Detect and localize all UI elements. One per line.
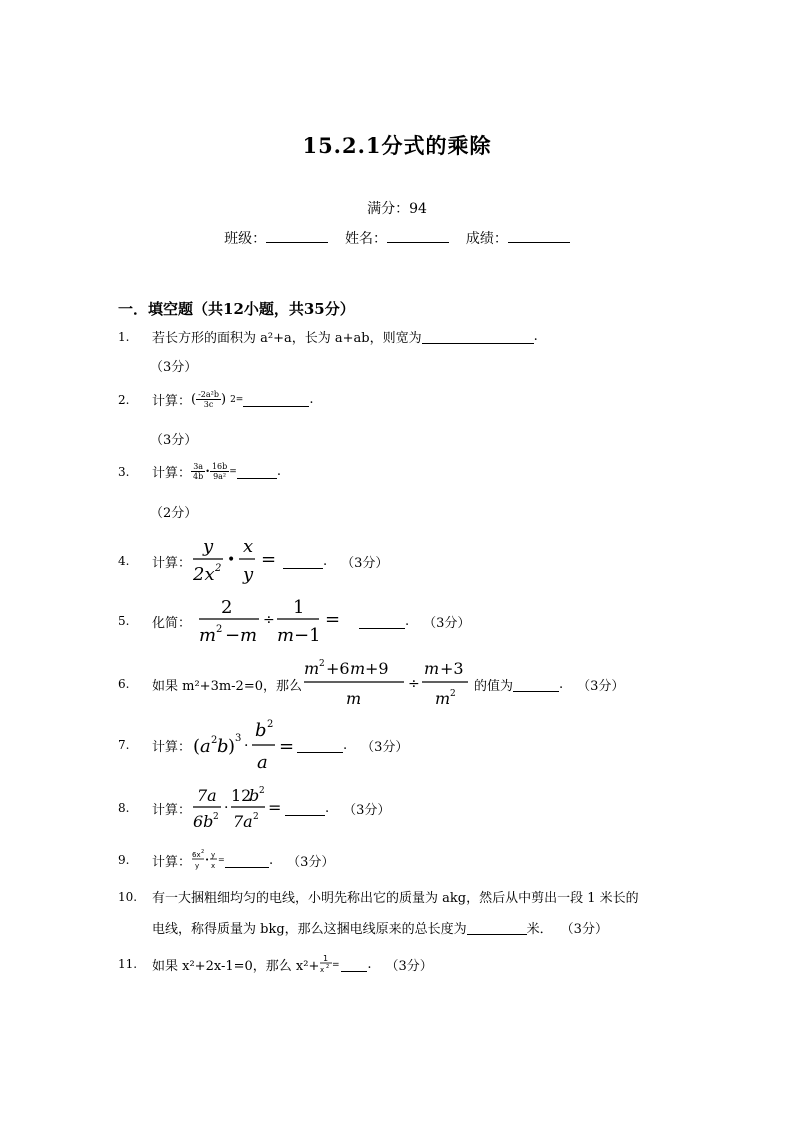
svg-text:÷: ÷ — [408, 676, 420, 692]
answer-blank[interactable] — [467, 920, 527, 935]
svg-text:−1: −1 — [294, 625, 321, 646]
answer-blank[interactable] — [513, 677, 559, 692]
class-field[interactable] — [266, 228, 328, 243]
question-11-score: （3分） — [385, 958, 433, 974]
svg-text:x: x — [211, 862, 216, 870]
question-4 — [118, 534, 388, 588]
svg-text:2: 2 — [213, 812, 219, 822]
svg-text:b: b — [249, 786, 260, 805]
question-text-mid: 的值为 — [474, 678, 514, 694]
close-paren: ) — [220, 392, 227, 407]
svg-text:b: b — [255, 720, 267, 741]
question-text: 计算： — [152, 802, 192, 818]
answer-blank[interactable] — [297, 738, 343, 753]
name-label: 姓名： — [345, 231, 387, 247]
svg-text:•: • — [227, 552, 236, 568]
svg-text:): ) — [228, 736, 236, 757]
grade-label: 成绩： — [465, 231, 508, 247]
question-1-score: （3分） — [150, 360, 198, 375]
svg-text:2: 2 — [253, 812, 259, 822]
answer-blank[interactable] — [341, 957, 367, 972]
question-10-score: （3分） — [560, 922, 608, 937]
svg-text:7a: 7a — [233, 812, 253, 831]
name-field[interactable] — [387, 228, 449, 243]
class-label: 班级： — [224, 231, 267, 247]
svg-text:=: = — [268, 798, 282, 817]
svg-text:+6: +6 — [326, 659, 350, 678]
svg-text:2: 2 — [216, 624, 223, 635]
fraction-denominator: 4b — [193, 472, 204, 481]
question-number: 6. — [118, 677, 130, 691]
formula-image — [191, 594, 351, 648]
svg-text:m: m — [424, 659, 440, 678]
question-6 — [118, 656, 624, 712]
question-9-score: （3分） — [287, 854, 335, 870]
svg-text:2: 2 — [326, 964, 330, 970]
formula-image — [302, 656, 474, 712]
svg-text:m: m — [346, 689, 362, 708]
dot-operator: • — [205, 467, 210, 476]
open-paren: ( — [191, 392, 197, 407]
period: . — [325, 800, 330, 816]
period: . — [533, 329, 538, 344]
question-text: 计算： — [152, 394, 192, 409]
period: . — [405, 613, 410, 629]
svg-text:a: a — [200, 736, 211, 757]
period: . — [559, 676, 564, 692]
svg-text:6x: 6x — [192, 851, 201, 859]
svg-text:2: 2 — [221, 597, 233, 618]
svg-text:=: = — [279, 736, 295, 757]
answer-blank[interactable] — [283, 554, 323, 569]
question-text: 化简： — [152, 615, 192, 631]
question-text: 如果 m²+3m-2=0，那么 — [152, 678, 302, 694]
answer-blank[interactable] — [243, 392, 309, 407]
svg-text:2: 2 — [201, 849, 205, 855]
fraction-denominator: 3c — [203, 400, 214, 409]
full-score: 满分：94 — [367, 201, 427, 217]
question-text: 如果 x²+2x-1=0，那么 x²+ — [152, 958, 320, 974]
answer-blank[interactable] — [225, 853, 269, 868]
question-text: 计算： — [152, 466, 192, 481]
svg-text:x: x — [243, 536, 254, 557]
svg-text:y: y — [203, 536, 214, 557]
svg-text:b: b — [217, 736, 229, 757]
question-text: 计算： — [152, 555, 192, 571]
question-number: 3. — [118, 464, 130, 479]
svg-text:7a: 7a — [197, 786, 217, 805]
question-number: 1. — [118, 329, 130, 344]
svg-text:=: = — [325, 609, 341, 630]
svg-text:2: 2 — [259, 786, 265, 796]
svg-text:12: 12 — [231, 786, 252, 805]
question-11 — [118, 952, 433, 976]
svg-text:·: · — [224, 800, 229, 816]
svg-text:2: 2 — [215, 563, 222, 574]
svg-text:m: m — [199, 625, 217, 646]
question-text: 若长方形的面积为 a²+a，长为 a+ab，则宽为 — [152, 331, 422, 346]
svg-text:•: • — [205, 856, 210, 864]
svg-text:=: = — [261, 549, 277, 570]
question-8-score: （3分） — [343, 802, 391, 818]
svg-text:m: m — [435, 689, 451, 708]
fraction — [196, 390, 221, 409]
question-7 — [118, 716, 408, 774]
question-text-end: 米． — [526, 922, 553, 937]
svg-text:y: y — [195, 862, 200, 870]
question-text: 计算： — [152, 739, 192, 755]
formula-image — [191, 716, 297, 774]
question-number: 5. — [118, 614, 130, 628]
period: . — [269, 852, 274, 868]
svg-text:2: 2 — [319, 659, 325, 669]
period: . — [323, 553, 328, 569]
fraction-1 — [191, 462, 205, 481]
question-2 — [118, 390, 313, 409]
section-title: 一．填空题（共12小题，共35分） — [118, 300, 355, 318]
svg-text:m: m — [240, 625, 258, 646]
question-8 — [118, 781, 390, 835]
fraction-denominator: 9a² — [213, 472, 227, 481]
svg-text:(: ( — [193, 736, 201, 757]
question-1 — [118, 327, 538, 346]
svg-text:y: y — [211, 851, 216, 859]
svg-text:1: 1 — [323, 954, 329, 963]
period: . — [276, 464, 281, 479]
period: . — [309, 392, 314, 407]
answer-blank[interactable] — [422, 329, 534, 344]
svg-text:3: 3 — [235, 733, 242, 744]
svg-text:x: x — [320, 966, 325, 974]
period: . — [367, 956, 372, 972]
svg-text:y: y — [243, 564, 254, 585]
formula-image — [319, 952, 341, 976]
formula-image — [191, 781, 285, 835]
svg-text:m: m — [350, 659, 366, 678]
question-3 — [118, 462, 281, 481]
svg-text:6b: 6b — [193, 812, 214, 831]
question-10-line2 — [152, 918, 608, 937]
question-number: 7. — [118, 738, 130, 752]
question-number: 10. — [118, 889, 138, 904]
svg-text:=: = — [332, 960, 340, 970]
question-6-score: （3分） — [577, 678, 625, 694]
svg-text:2: 2 — [211, 735, 218, 746]
question-7-score: （3分） — [361, 739, 409, 755]
svg-text:=: = — [218, 855, 225, 864]
svg-text:+3: +3 — [440, 659, 464, 678]
fraction-numerator: 3a — [193, 462, 204, 471]
question-number: 8. — [118, 801, 130, 815]
svg-text:·: · — [244, 738, 249, 754]
question-text: 电线，称得质量为 bkg，那么这捆电线原来的总长度为 — [152, 922, 467, 937]
question-number: 4. — [118, 554, 130, 568]
svg-text:2x: 2x — [193, 564, 215, 585]
formula-image — [191, 534, 283, 588]
question-number: 11. — [118, 957, 138, 971]
answer-blank[interactable] — [359, 614, 405, 629]
fraction-2 — [210, 462, 229, 481]
answer-blank[interactable] — [285, 801, 325, 816]
svg-text:1: 1 — [293, 597, 305, 618]
student-info-row — [0, 228, 794, 248]
question-3-score: （2分） — [150, 506, 198, 521]
question-text: 计算： — [152, 854, 192, 870]
grade-field[interactable] — [508, 228, 570, 243]
svg-text:÷: ÷ — [263, 612, 275, 628]
svg-text:m: m — [304, 659, 320, 678]
svg-text:2: 2 — [450, 689, 456, 699]
exponent: 2= — [230, 394, 244, 405]
svg-text:−: − — [225, 625, 241, 646]
question-5-score: （3分） — [423, 615, 471, 631]
question-number: 2. — [118, 392, 130, 407]
formula-image — [191, 848, 225, 872]
svg-text:a: a — [257, 752, 268, 773]
answer-blank[interactable] — [237, 464, 277, 479]
question-4-score: （3分） — [341, 555, 389, 571]
svg-text:m: m — [277, 625, 295, 646]
fraction-numerator: -2a²b — [198, 390, 219, 399]
svg-text:2: 2 — [267, 719, 274, 730]
page-title: 15.2.1分式的乘除 — [302, 133, 492, 158]
question-10 — [118, 887, 639, 906]
question-text: 有一大捆粗细均匀的电线，小明先称出它的质量为 akg，然后从中剪出一段 1 米长的 — [152, 891, 639, 906]
fraction-numerator: 16b — [211, 462, 228, 471]
question-number: 9. — [118, 853, 130, 867]
svg-text:+9: +9 — [365, 659, 389, 678]
period: . — [343, 737, 348, 753]
equals-sign: = — [229, 466, 237, 477]
question-5 — [118, 594, 470, 648]
question-2-score: （3分） — [150, 433, 198, 448]
question-9 — [118, 848, 334, 872]
